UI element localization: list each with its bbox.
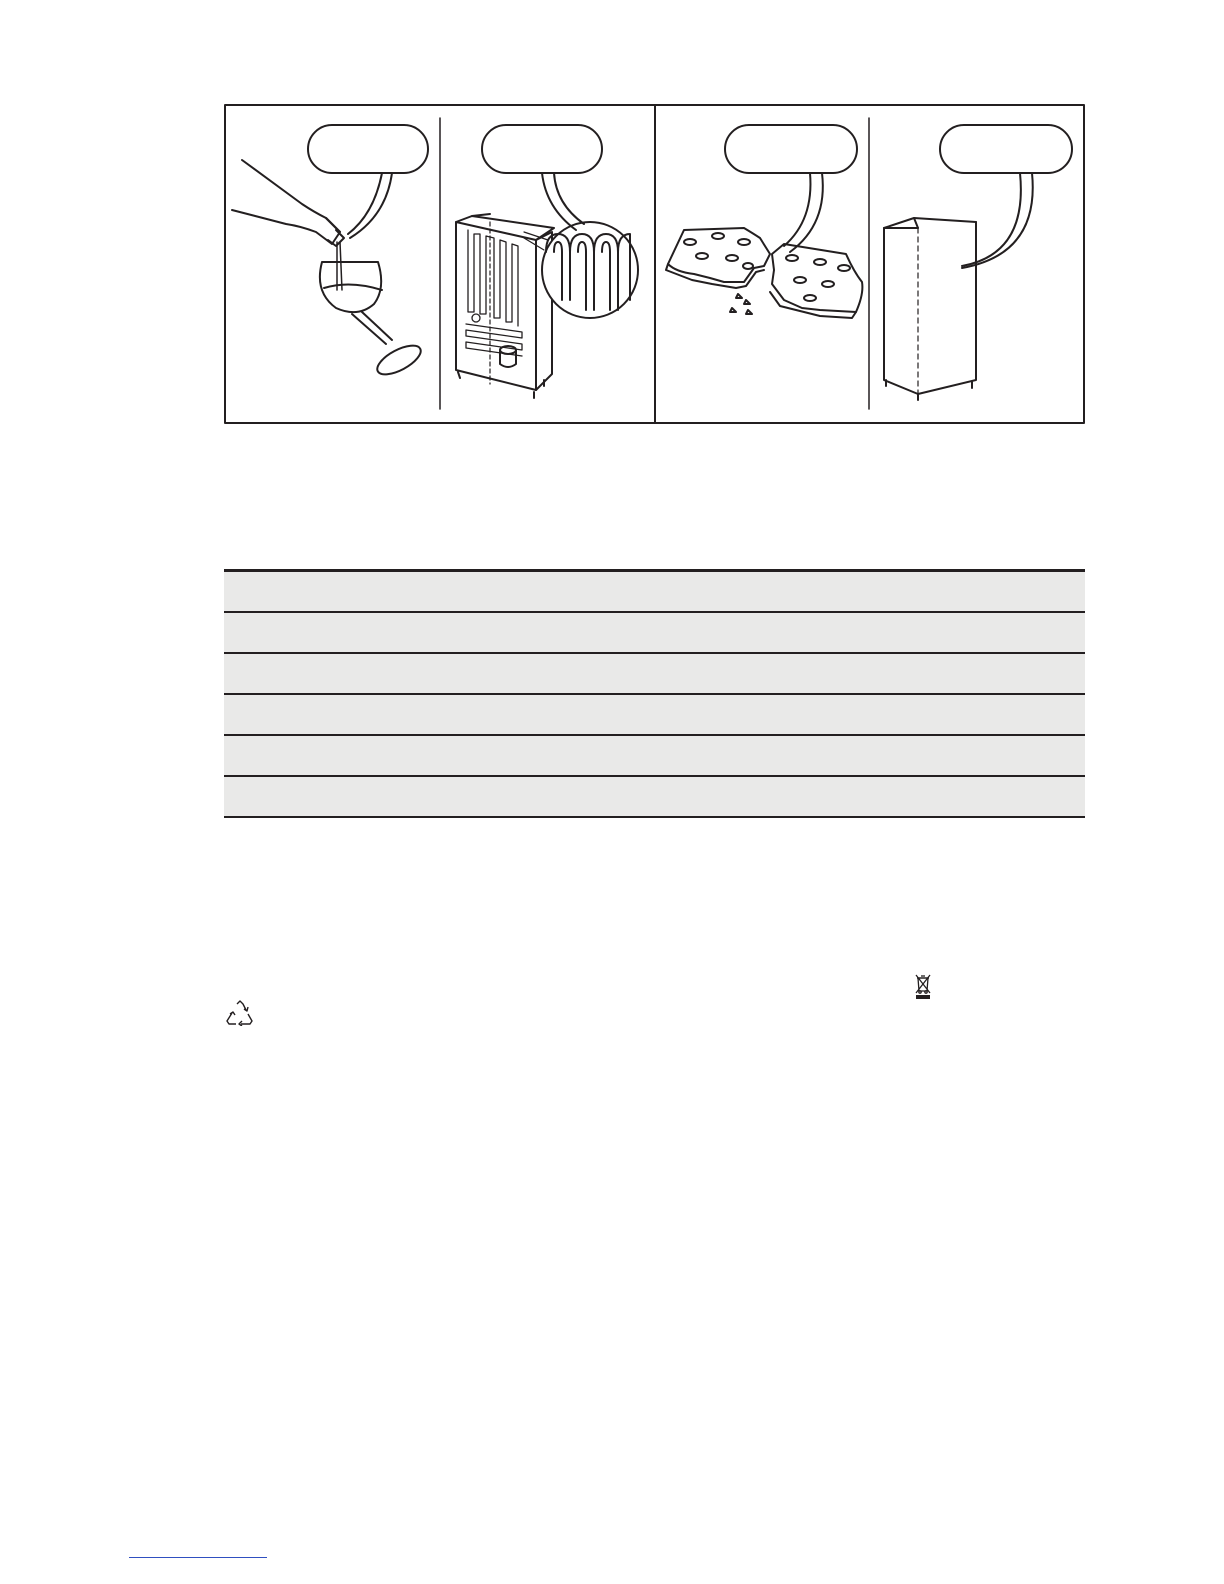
table-cell	[655, 694, 1086, 735]
table-cell	[224, 694, 655, 735]
table-row	[224, 653, 1085, 694]
footer-link-underline	[129, 1557, 267, 1558]
data-table	[224, 569, 1085, 818]
table-row	[224, 735, 1085, 776]
speech-bubble-2	[482, 125, 602, 230]
broken-panel-icon	[666, 228, 862, 318]
table-row	[224, 694, 1085, 735]
table-cell	[224, 776, 655, 817]
speech-bubble-1	[308, 125, 428, 238]
table-cell	[224, 571, 655, 612]
table-cell	[655, 735, 1086, 776]
table-cell	[655, 612, 1086, 653]
speech-bubble-4	[940, 125, 1072, 268]
table-row	[224, 612, 1085, 653]
table-cell	[224, 653, 655, 694]
table-cell	[655, 776, 1086, 817]
table-cell	[224, 612, 655, 653]
table-cell	[655, 653, 1086, 694]
appliance-cabinet-icon	[884, 218, 976, 400]
condenser-appliance-icon	[456, 214, 554, 398]
environment-illustration	[224, 104, 1085, 424]
speech-bubble-3	[725, 125, 857, 252]
table-row	[224, 571, 1085, 612]
table-cell	[655, 571, 1086, 612]
table-row	[224, 776, 1085, 817]
recycle-icon	[226, 1000, 254, 1026]
wine-glass-icon	[320, 242, 425, 380]
crossed-out-bin-icon	[914, 974, 932, 1000]
table-cell	[224, 735, 655, 776]
